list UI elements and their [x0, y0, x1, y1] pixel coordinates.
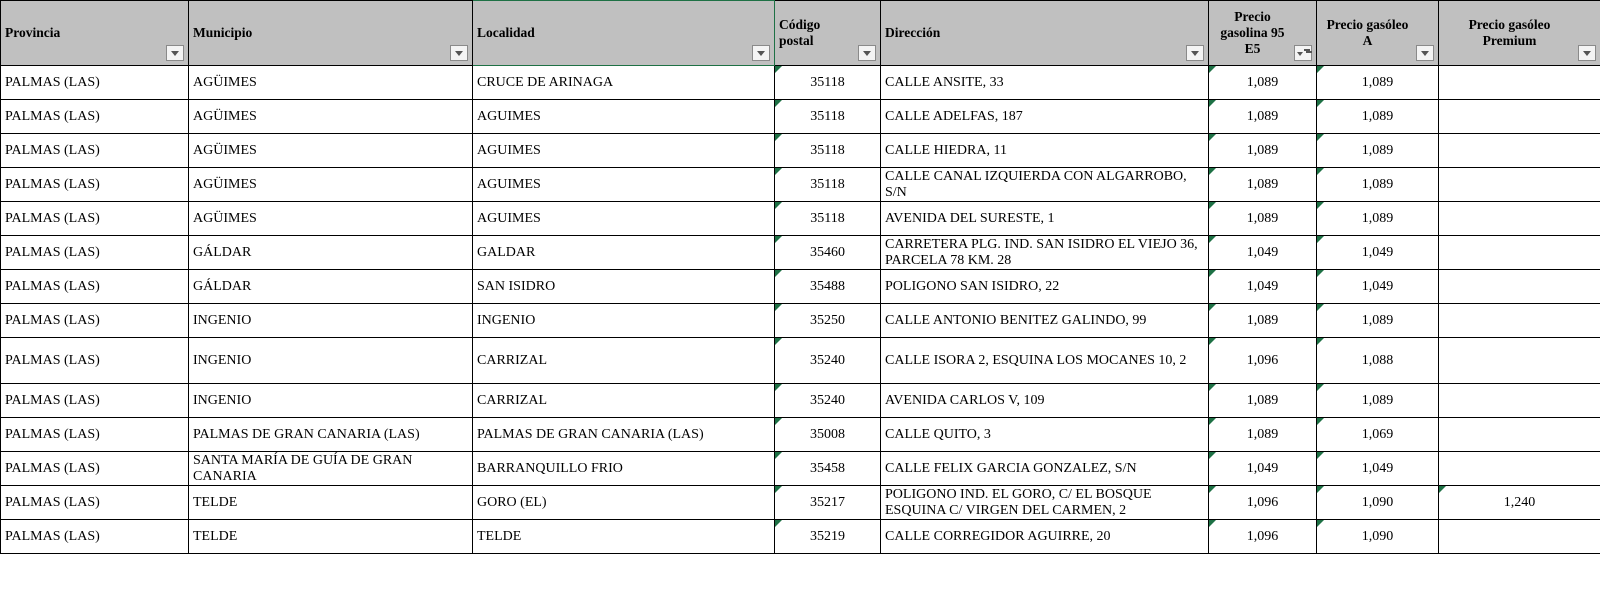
cell-precio-gasoleo-a[interactable]: 1,089 [1317, 304, 1439, 338]
cell-localidad[interactable]: TELDE [473, 520, 775, 554]
cell-precio-gasoleo-premium[interactable] [1439, 520, 1600, 554]
cell-provincia[interactable]: PALMAS (LAS) [1, 384, 189, 418]
cell-codigo-postal[interactable]: 35219 [775, 520, 881, 554]
cell-precio-gasolina-95[interactable]: 1,089 [1209, 384, 1317, 418]
cell-codigo-postal[interactable]: 35458 [775, 452, 881, 486]
cell-codigo-postal[interactable]: 35008 [775, 418, 881, 452]
cell-municipio[interactable]: PALMAS DE GRAN CANARIA (LAS) [189, 418, 473, 452]
table-row [1, 202, 1600, 236]
table-row [1, 520, 1600, 554]
col-header-municipio[interactable] [189, 1, 473, 66]
header-label: Precio gasóleo Premium [1468, 17, 1551, 48]
cell-provincia[interactable]: PALMAS (LAS) [1, 168, 189, 202]
cell-precio-gasoleo-a[interactable]: 1,088 [1317, 338, 1439, 384]
cell-codigo-postal[interactable]: 35118 [775, 134, 881, 168]
cell-precio-gasoleo-a[interactable]: 1,089 [1317, 134, 1439, 168]
cell-municipio[interactable]: AGÜIMES [189, 100, 473, 134]
header-label: Dirección [885, 25, 941, 40]
cell-municipio[interactable]: INGENIO [189, 384, 473, 418]
cell-precio-gasoleo-premium[interactable] [1439, 66, 1600, 100]
cell-municipio[interactable]: INGENIO [189, 304, 473, 338]
filter-dropdown-icon[interactable] [858, 45, 876, 61]
cell-provincia[interactable]: PALMAS (LAS) [1, 66, 189, 100]
cell-direccion[interactable]: CALLE ISORA 2, ESQUINA LOS MOCANES 10, 2 [881, 338, 1209, 384]
cell-provincia[interactable]: PALMAS (LAS) [1, 418, 189, 452]
cell-codigo-postal[interactable]: 35240 [775, 384, 881, 418]
cell-municipio[interactable]: TELDE [189, 520, 473, 554]
cell-precio-gasolina-95[interactable]: 1,089 [1209, 134, 1317, 168]
cell-provincia[interactable]: PALMAS (LAS) [1, 202, 189, 236]
cell-codigo-postal[interactable]: 35118 [775, 202, 881, 236]
cell-localidad[interactable]: AGUIMES [473, 134, 775, 168]
filter-dropdown-icon[interactable] [1578, 45, 1596, 61]
cell-codigo-postal[interactable]: 35250 [775, 304, 881, 338]
cell-direccion[interactable]: CALLE HIEDRA, 11 [881, 134, 1209, 168]
cell-localidad[interactable]: PALMAS DE GRAN CANARIA (LAS) [473, 418, 775, 452]
table-row [1, 236, 1600, 270]
cell-direccion[interactable]: CALLE FELIX GARCIA GONZALEZ, S/N [881, 452, 1209, 486]
cell-precio-gasoleo-a[interactable]: 1,049 [1317, 452, 1439, 486]
filter-dropdown-icon[interactable] [752, 45, 770, 61]
cell-direccion[interactable]: CARRETERA PLG. IND. SAN ISIDRO EL VIEJO 36, PARCELA 78 KM. 28 [881, 236, 1209, 270]
col-header-precio-gasoleo-a[interactable] [1317, 1, 1439, 66]
cell-localidad[interactable]: CARRIZAL [473, 384, 775, 418]
header-label: Precio gasolina 95 E5 [1220, 9, 1285, 56]
cell-localidad[interactable]: AGUIMES [473, 100, 775, 134]
cell-direccion[interactable]: CALLE CORREGIDOR AGUIRRE, 20 [881, 520, 1209, 554]
cell-precio-gasoleo-premium[interactable] [1439, 304, 1600, 338]
cell-precio-gasoleo-premium[interactable] [1439, 384, 1600, 418]
cell-provincia[interactable]: PALMAS (LAS) [1, 270, 189, 304]
table-row [1, 66, 1600, 100]
cell-precio-gasolina-95[interactable]: 1,096 [1209, 486, 1317, 520]
cell-provincia[interactable]: PALMAS (LAS) [1, 452, 189, 486]
table-row [1, 134, 1600, 168]
cell-precio-gasoleo-premium[interactable] [1439, 100, 1600, 134]
cell-direccion[interactable]: CALLE ANSITE, 33 [881, 66, 1209, 100]
cell-localidad[interactable]: GORO (EL) [473, 486, 775, 520]
cell-precio-gasolina-95[interactable]: 1,096 [1209, 338, 1317, 384]
cell-codigo-postal[interactable]: 35460 [775, 236, 881, 270]
cell-municipio[interactable]: GÁLDAR [189, 236, 473, 270]
cell-direccion[interactable]: CALLE ADELFAS, 187 [881, 100, 1209, 134]
table-row [1, 100, 1600, 134]
header-label: Provincia [5, 25, 61, 40]
cell-codigo-postal[interactable]: 35217 [775, 486, 881, 520]
table-row [1, 270, 1600, 304]
col-header-provincia[interactable] [1, 1, 189, 66]
cell-localidad[interactable]: AGUIMES [473, 202, 775, 236]
cell-precio-gasolina-95[interactable]: 1,089 [1209, 100, 1317, 134]
cell-localidad[interactable]: BARRANQUILLO FRIO [473, 452, 775, 486]
table-row [1, 338, 1600, 384]
header-label: Localidad [477, 25, 535, 40]
cell-municipio[interactable]: AGÜIMES [189, 168, 473, 202]
col-header-codigo-postal[interactable] [775, 1, 881, 66]
col-header-precio-gasolina-95[interactable] [1209, 1, 1317, 66]
cell-precio-gasoleo-premium[interactable] [1439, 168, 1600, 202]
cell-municipio[interactable]: INGENIO [189, 338, 473, 384]
cell-provincia[interactable]: PALMAS (LAS) [1, 486, 189, 520]
cell-municipio[interactable]: GÁLDAR [189, 270, 473, 304]
cell-provincia[interactable]: PALMAS (LAS) [1, 236, 189, 270]
filter-active-icon[interactable] [1294, 45, 1312, 61]
cell-municipio[interactable]: SANTA MARÍA DE GUÍA DE GRAN CANARIA [189, 452, 473, 486]
cell-municipio[interactable]: AGÜIMES [189, 134, 473, 168]
cell-codigo-postal[interactable]: 35118 [775, 100, 881, 134]
cell-precio-gasoleo-premium[interactable] [1439, 418, 1600, 452]
cell-direccion[interactable]: POLIGONO IND. EL GORO, C/ EL BOSQUE ESQUINA C/ VIRGEN DEL CARMEN, 2 [881, 486, 1209, 520]
cell-localidad[interactable]: GALDAR [473, 236, 775, 270]
cell-municipio[interactable]: AGÜIMES [189, 66, 473, 100]
cell-provincia[interactable]: PALMAS (LAS) [1, 520, 189, 554]
cell-precio-gasoleo-a[interactable]: 1,049 [1317, 236, 1439, 270]
cell-localidad[interactable]: INGENIO [473, 304, 775, 338]
cell-provincia[interactable]: PALMAS (LAS) [1, 304, 189, 338]
cell-direccion[interactable]: AVENIDA CARLOS V, 109 [881, 384, 1209, 418]
cell-precio-gasoleo-a[interactable]: 1,069 [1317, 418, 1439, 452]
header-label: Municipio [193, 25, 253, 40]
cell-precio-gasolina-95[interactable]: 1,049 [1209, 452, 1317, 486]
table-row [1, 384, 1600, 418]
cell-precio-gasolina-95[interactable]: 1,089 [1209, 418, 1317, 452]
cell-precio-gasolina-95[interactable]: 1,089 [1209, 168, 1317, 202]
table-row [1, 304, 1600, 338]
cell-precio-gasoleo-a[interactable]: 1,090 [1317, 520, 1439, 554]
header-label: Precio gasóleo A [1326, 17, 1409, 48]
cell-precio-gasolina-95[interactable]: 1,089 [1209, 202, 1317, 236]
cell-provincia[interactable]: PALMAS (LAS) [1, 100, 189, 134]
cell-precio-gasoleo-premium[interactable] [1439, 452, 1600, 486]
cell-direccion[interactable]: POLIGONO SAN ISIDRO, 22 [881, 270, 1209, 304]
cell-precio-gasoleo-premium[interactable]: 1,240 [1439, 486, 1600, 520]
cell-direccion[interactable]: AVENIDA DEL SURESTE, 1 [881, 202, 1209, 236]
cell-direccion[interactable]: CALLE ANTONIO BENITEZ GALINDO, 99 [881, 304, 1209, 338]
cell-precio-gasoleo-a[interactable]: 1,089 [1317, 100, 1439, 134]
cell-precio-gasoleo-a[interactable]: 1,089 [1317, 384, 1439, 418]
cell-direccion[interactable]: CALLE QUITO, 3 [881, 418, 1209, 452]
cell-precio-gasoleo-a[interactable]: 1,090 [1317, 486, 1439, 520]
cell-provincia[interactable]: PALMAS (LAS) [1, 134, 189, 168]
cell-localidad[interactable]: AGUIMES [473, 168, 775, 202]
cell-precio-gasoleo-premium[interactable] [1439, 236, 1600, 270]
cell-localidad[interactable]: CRUCE DE ARINAGA [473, 66, 775, 100]
cell-precio-gasolina-95[interactable]: 1,096 [1209, 520, 1317, 554]
cell-provincia[interactable]: PALMAS (LAS) [1, 338, 189, 384]
cell-precio-gasolina-95[interactable]: 1,089 [1209, 66, 1317, 100]
filter-dropdown-icon[interactable] [450, 45, 468, 61]
cell-precio-gasoleo-a[interactable]: 1,089 [1317, 66, 1439, 100]
col-header-precio-gasoleo-premium[interactable] [1439, 1, 1600, 66]
cell-codigo-postal[interactable]: 35488 [775, 270, 881, 304]
table-row [1, 418, 1600, 452]
cell-precio-gasoleo-a[interactable]: 1,049 [1317, 270, 1439, 304]
cell-localidad[interactable]: SAN ISIDRO [473, 270, 775, 304]
cell-precio-gasoleo-a[interactable]: 1,089 [1317, 168, 1439, 202]
cell-codigo-postal[interactable]: 35118 [775, 168, 881, 202]
cell-codigo-postal[interactable]: 35118 [775, 66, 881, 100]
header-label: Código postal [779, 17, 821, 48]
cell-precio-gasoleo-premium[interactable] [1439, 338, 1600, 384]
table-row [1, 486, 1600, 520]
table-row [1, 452, 1600, 486]
cell-localidad[interactable]: CARRIZAL [473, 338, 775, 384]
cell-precio-gasolina-95[interactable]: 1,049 [1209, 236, 1317, 270]
cell-municipio[interactable]: AGÜIMES [189, 202, 473, 236]
cell-precio-gasoleo-a[interactable]: 1,089 [1317, 202, 1439, 236]
filter-dropdown-icon[interactable] [1416, 45, 1434, 61]
filter-dropdown-icon[interactable] [166, 45, 184, 61]
header-row [1, 1, 1600, 66]
cell-precio-gasoleo-premium[interactable] [1439, 202, 1600, 236]
col-header-direccion[interactable] [881, 1, 1209, 66]
filter-dropdown-icon[interactable] [1186, 45, 1204, 61]
cell-precio-gasoleo-premium[interactable] [1439, 270, 1600, 304]
cell-codigo-postal[interactable]: 35240 [775, 338, 881, 384]
col-header-localidad[interactable] [473, 1, 775, 66]
table-row [1, 168, 1600, 202]
cell-direccion[interactable]: CALLE CANAL IZQUIERDA CON ALGARROBO, S/N [881, 168, 1209, 202]
cell-precio-gasoleo-premium[interactable] [1439, 134, 1600, 168]
cell-precio-gasolina-95[interactable]: 1,089 [1209, 304, 1317, 338]
cell-municipio[interactable]: TELDE [189, 486, 473, 520]
cell-precio-gasolina-95[interactable]: 1,049 [1209, 270, 1317, 304]
